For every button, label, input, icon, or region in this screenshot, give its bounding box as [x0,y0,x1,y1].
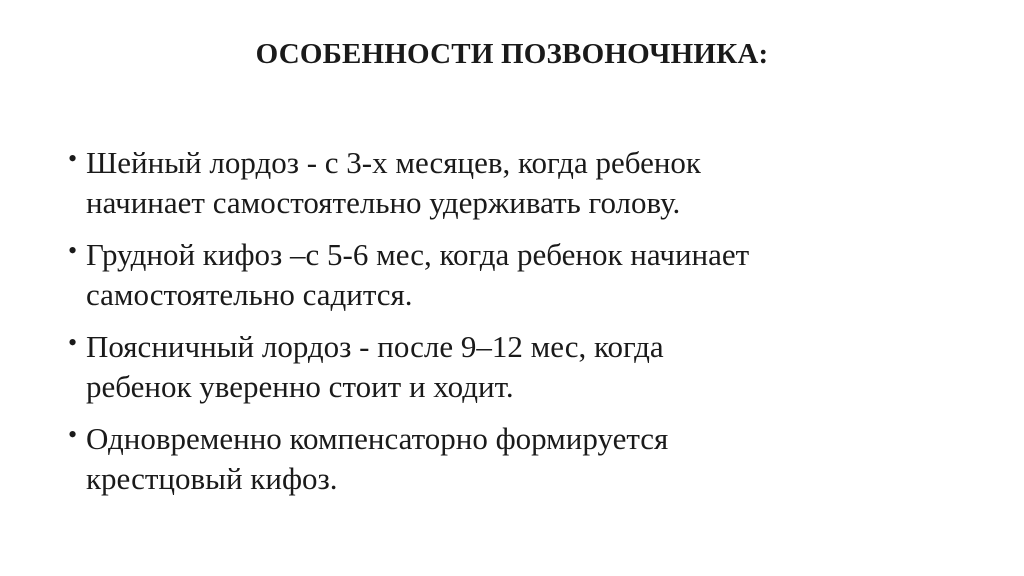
bullet-icon: • [68,420,78,449]
bullet-line: Одновременно компенсаторно формируется [86,421,669,456]
bullet-line: крестцовый кифоз. [86,461,338,496]
bullet-item-thoracic-kyphosis [68,235,968,315]
bullet-line: самостоятельно садится. [86,277,413,312]
bullet-line: Шейный лордоз - с 3-х месяцев, когда ребенок [86,145,701,180]
bullet-icon: • [68,236,78,265]
bullet-line: начинает самостоятельно удерживать голову. [86,185,681,220]
bullet-icon: • [68,144,78,173]
bullet-icon: • [68,328,78,357]
bullet-list [68,143,968,511]
slide-title: ОСОБЕННОСТИ ПОЗВОНОЧНИКА: [255,38,769,70]
bullet-item-sacral-kyphosis [68,419,968,499]
bullet-item-cervical-lordosis [68,143,968,223]
bullet-line: Грудной кифоз –с 5-6 мес, когда ребенок начинает [86,237,750,272]
bullet-item-lumbar-lordosis [68,327,968,407]
bullet-line: ребенок уверенно стоит и ходит. [86,369,514,404]
bullet-line: Поясничный лордоз - после 9–12 мес, когда [86,329,664,364]
